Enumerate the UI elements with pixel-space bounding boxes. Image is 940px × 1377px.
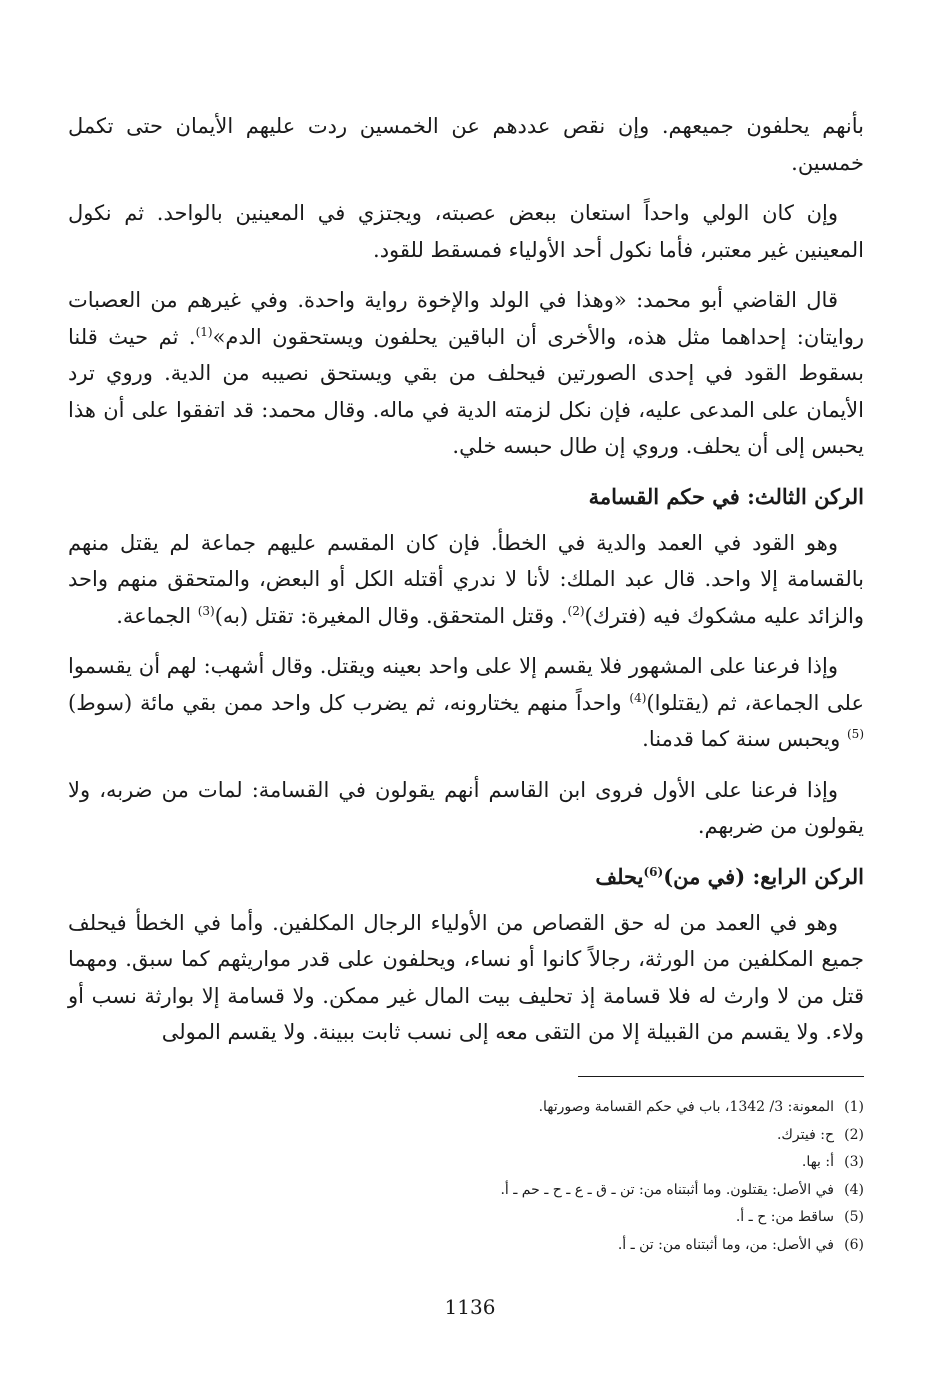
footnote-item	[264, 1177, 864, 1205]
paragraph-text: الجماعة.	[116, 603, 198, 628]
paragraph-text: وإن كان الولي واحداً استعان ببعض عصبته، ويجتزي في المعينين بالواحد. ثم نكول المعينين غير معتبر، فأما نكول أحد الأولياء فمسقط للقود.	[68, 201, 864, 262]
footnote-number: (2)	[844, 1126, 864, 1143]
section-heading: الركن الثالث: في حكم القسامة	[588, 483, 864, 509]
footnote-ref: (6)	[643, 864, 664, 879]
footnote-text: أ: بها.	[801, 1154, 834, 1170]
paragraph	[68, 282, 864, 465]
paragraph-text: وهو القود في العمد والدية في الخطأ. فإن كان المقسم عليهم جماعة لم يقتل منهم بالقسامة إلا واحد. قال عبد الملك: لأنا لا ندري أقتله الكل أو البعض، والمتحقق منهم واحد والزائد عليه مشكوك فيه (فترك)	[68, 530, 864, 628]
footnote-item	[264, 1204, 864, 1232]
paragraph-text: . ثم حيث قلنا بسقوط القود في إحدى الصورتين فيحلف من بقي ويستحق نصيبه من الدية. وروي ترد الأيمان على المدعى عليه، فإن نكل لزمته الدية في ماله. وقال محمد: قد اتفقوا على أن هذا يحبس إلى أن يحلف. وروي إن طال حبسه خلي.	[68, 324, 864, 458]
page-number: 1136	[444, 1295, 496, 1319]
footnote-number: (5)	[844, 1209, 864, 1225]
heading-text: يحلف	[595, 863, 644, 889]
footnote-number: (4)	[844, 1181, 864, 1198]
paragraph-text: ويحبس سنة كما قدمنا.	[642, 727, 847, 751]
footnote-item	[264, 1094, 864, 1122]
paragraph	[68, 772, 864, 845]
paragraph-text: وإذا فرعنا على الأول فروى ابن القاسم أنهم يقولون في القسامة: لمات من ضربه، ولا يقولون من ضربهم.	[68, 777, 864, 838]
footnote-ref: (3)	[197, 603, 215, 618]
footnote-item	[264, 1149, 864, 1177]
footnote-ref: (2)	[567, 603, 585, 618]
footnote-ref: (5)	[846, 727, 864, 741]
paragraph-text: واحداً منهم يختارونه، ثم يضرب كل واحد ممن بقي مائة (سوط)	[68, 690, 630, 715]
footnote-text: ح: فيترك.	[776, 1126, 834, 1143]
footnote-ref: (1)	[195, 324, 213, 339]
footnote-number: (6)	[844, 1236, 864, 1253]
footnote-text: ساقط من: ح ـ أ.	[735, 1209, 834, 1225]
paragraph	[68, 195, 864, 268]
paragraph-text: وهو في العمد من له حق القصاص من الأولياء الرجال المكلفين. وأما في الخطأ فيحلف جميع المكلفين من الورثة، رجالاً كانوا أو نساء، ويحلفون على قدر مواريثهم كما سبق. ومهما قتل من لا وارث له فلا قسامة إذ تحليف بيت المال غير ممكن. ولا قسامة إلا بوارثة نسب أو ولاء. ولا يقسم من القبيلة إلا من التقى معه إلى نسب ثابت ببينة. ولا يقسم المولى	[68, 910, 864, 1044]
footnote-item	[264, 1232, 864, 1260]
paragraph: بأنهم يحلفون جميعهم. وإن نقص عددهم عن الخمسين ردت عليهم الأيمان حتى تكمل خمسين.	[68, 114, 864, 175]
page-body	[68, 108, 864, 1065]
paragraph-text: قال القاضي أبو محمد: «وهذا في الولد والإخوة رواية واحدة. وفي غيرهم من العصبات روايتان: إحداهما مثل هذه، والأخرى أن الباقين يحلفون ويستحقون الدم»	[68, 288, 865, 349]
paragraph	[68, 905, 864, 1051]
footnote-text: المعونة: 3/ 1342، باب في حكم القسامة وصورتها.	[538, 1099, 834, 1115]
footnote-item	[264, 1122, 864, 1150]
footnote-ref: (4)	[629, 690, 647, 705]
footnote-text: في الأصل: من، وما أثبتناه من: تن ـ أ.	[617, 1236, 834, 1253]
paragraph	[68, 525, 864, 635]
footnote-divider	[578, 1076, 864, 1077]
paragraph-text: وإذا فرعنا على المشهور فلا يقسم إلا على واحد بعينه ويقتل. وقال أشهب: لهم أن يقسموا على الجماعة، ثم (يقتلوا)	[68, 654, 864, 715]
heading-text: الركن الرابع: (في من)	[663, 863, 864, 889]
footnote-number: (3)	[844, 1154, 864, 1170]
section-heading	[68, 859, 864, 895]
footnotes	[264, 1094, 864, 1259]
footnote-number: (1)	[844, 1099, 864, 1115]
paragraph-text: . وقتل المتحقق. وقال المغيرة: تقتل (به)	[214, 603, 568, 628]
paragraph	[68, 648, 864, 758]
footnote-text: في الأصل: يقتلون. وما أثبتناه من: تن ـ ق ـ ع ـ ح ـ حم ـ أ.	[500, 1181, 834, 1198]
